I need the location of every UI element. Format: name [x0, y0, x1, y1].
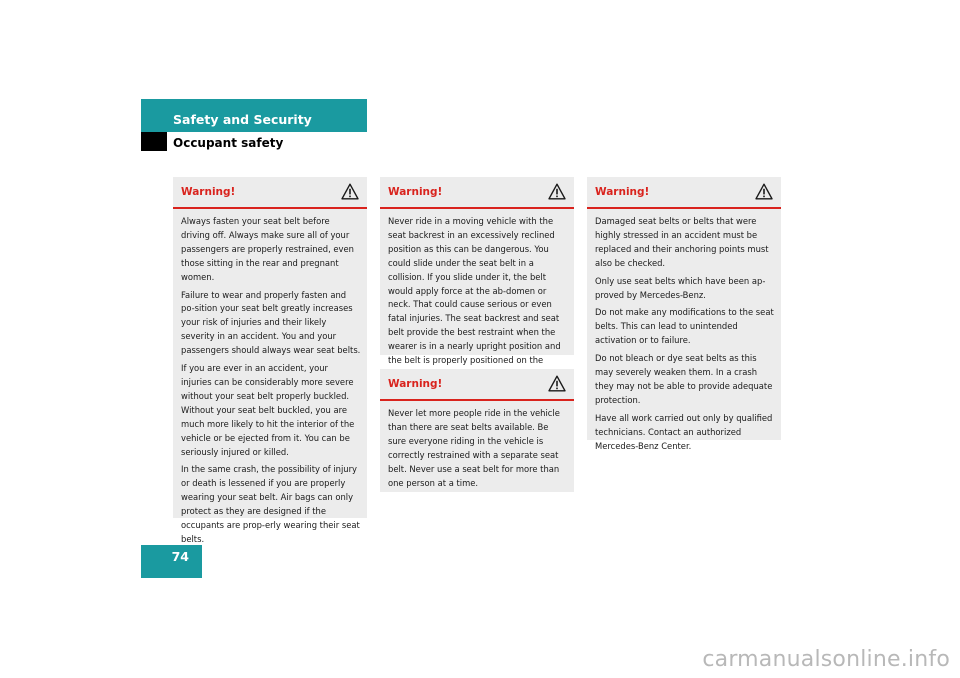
warning-paragraph: Have all work carried out only by qualified technicians. Contact an authorized Mercedes-Benz Center.	[595, 412, 773, 451]
warning-paragraph: Do not bleach or dye seat belts as this may severely weaken them. In a crash they may not be able to provide adequate protection.	[595, 353, 773, 405]
warning-header	[173, 177, 367, 209]
warning-triangle-icon	[548, 183, 566, 200]
warning-paragraph: In the same crash, the possibility of injury or death is lessened if you are properly wearing your seat belt. Air bags can only protect as they are designed if the occupants are prop-erly wearing their seat belts.	[181, 464, 360, 544]
warning-body	[173, 209, 367, 547]
warning-triangle-icon	[341, 183, 359, 200]
warning-paragraph: Failure to wear and properly fasten and po-sition your seat belt greatly increases your risk of injuries and their likely severity in an accident. You and your passengers should always wear seat belts.	[181, 289, 361, 356]
warning-paragraph: Never let more people ride in the vehicle than there are seat belts available. Be sure everyone riding in the vehicle is correctly restrained with a separate seat belt. Never use a seat belt for more than one person at a time.	[388, 408, 560, 488]
warning-paragraph: Only use seat belts which have been ap-proved by Mercedes-Benz.	[595, 275, 766, 300]
warning-triangle-icon	[548, 375, 566, 392]
warning-box-reclined-backrest	[380, 177, 574, 366]
warning-box-seat-belt-capacity	[380, 369, 574, 492]
warning-body	[380, 209, 574, 382]
warning-header	[587, 177, 781, 209]
warning-title: Warning!	[595, 186, 650, 198]
warning-box-damaged-belts	[587, 177, 781, 451]
watermark-text: carmanualsonline.info	[702, 647, 950, 672]
warning-title: Warning!	[181, 186, 236, 198]
warning-paragraph: Do not make any modifications to the seat belts. This can lead to unintended activation or to failure.	[595, 307, 774, 346]
subsection-marker	[141, 132, 167, 151]
warning-paragraph: If you are ever in an accident, your injuries can be considerably more severe without your seat belt properly buckled. Without your seat belt buckled, you are much more likely to hit the interior of the vehicle or be ejected from it. You can be seriously injured or killed.	[181, 363, 355, 457]
warning-triangle-icon	[755, 183, 773, 200]
warning-title: Warning!	[388, 378, 443, 390]
page-number: 74	[171, 549, 189, 564]
warning-body	[380, 401, 574, 490]
warning-box-seat-belt-fastening	[173, 177, 367, 544]
warning-paragraph: Damaged seat belts or belts that were highly stressed in an accident must be replaced and their anchoring points must also be checked.	[595, 216, 769, 268]
subsection-title: Occupant safety	[173, 136, 284, 150]
section-title: Safety and Security	[173, 112, 312, 127]
warning-header	[380, 177, 574, 209]
warning-paragraph: Always fasten your seat belt before driving off. Always make sure all of your passengers are properly restrained, even those sitting in the rear and pregnant women.	[181, 216, 354, 282]
warning-paragraph: Never ride in a moving vehicle with the seat backrest in an excessively reclined position as this can be dangerous. You could slide under the seat belt in a collision. If you slide under it, the belt would apply force at the ab-domen or neck. That could cause serious or even fatal injuries. The seat backrest and seat belt provide the best restraint when the wearer is in a nearly upright position and the belt is properly positioned on the	[388, 216, 561, 366]
warning-body	[587, 209, 781, 454]
warning-header	[380, 369, 574, 401]
warning-title: Warning!	[388, 186, 443, 198]
